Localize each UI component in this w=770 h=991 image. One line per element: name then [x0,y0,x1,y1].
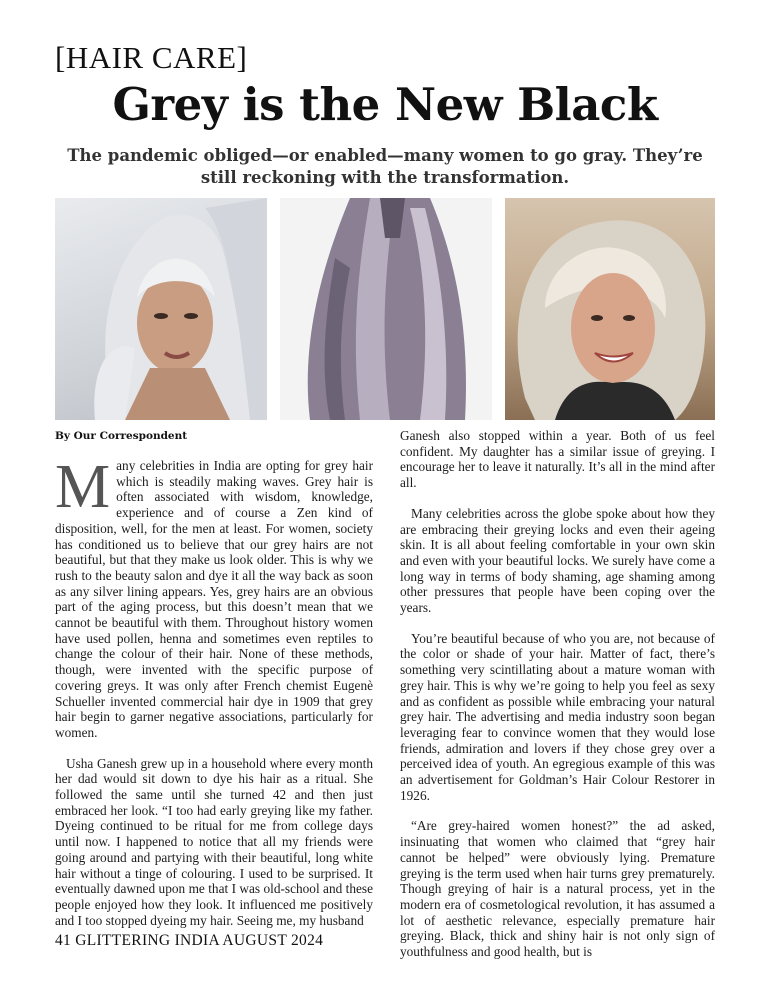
paragraph-intro-text: any celebrities in India are opting for grey hair which is steadily making waves. Grey hair is often associated with wisdom, knowledge, experience and of course a Zen kind of disposition, well, for the men at least. For women, society has conditioned us to believe that our grey hairs are not beautiful, but that they make us look older. This is why we rush to the beauty salon and dye it all the way back as soon as any silver lining appears. Yes, grey hairs are an obvious part of the aging process, but this doesn’t mean that we cannot be beautiful with them. Throughout history women have used pollen, henna and sometimes even reptiles to change the colour of their hair. None of these methods, though, were invented with the specific purpose of covering greys. It was only after French chemist Eugenè Schueller invented commercial hair dye in 1909 that grey hair begin to garner negative associations, particularly for women. [55,458,373,740]
byline: By Our Correspondent [55,430,188,442]
photo-lavender-wavy-hair [280,198,492,420]
paragraph-celebrities: Many celebrities across the globe spoke about how they are embracing their greying locks and even their ageing skin. It is all about feeling comfortable in your own skin and even with your beautiful locks. We surely have come a long way in terms of body shaming, age shaming among other pressures that people have been coping over the years. [400,505,715,616]
article-deck: The pandemic obliged—or enabled—many women to go gray. They’re still reckoning with the transformation. [67,146,703,187]
drop-cap: M [55,453,111,521]
paragraph-usha-ganesh: Usha Ganesh grew up in a household where every month her dad would sit down to dye his hair as a ritual. She followed the same until she turned 42 and then just embraced her look. “I too had early greying like my father. Dyeing continued to be ritual for me from college days until now. I happened to notice that all my friends were going around and partying with their beautiful, long white hair without a tinge of colouring. I used to be surprised. It eventually dawned upon me that I was old-school and these people enjoyed how they look. It influenced me positively and I too stopped dyeing my hair. Seeing me, my husband [55,755,373,928]
paragraph-beautiful: You’re beautiful because of who you are, not because of the color or shade of your hair. Matter of fact, there’s something very scintillating about a mature woman with grey hair. This is why we’re going to help you feel as sexy and as confident as possible while embracing your natural grey hair. The advertising and media industry soon began leveraging fear to convince women that they would lose friends, admiration and lovers if they chose grey over a perceived idea of youth. An egregious example of this was an advertisement for Goldman’s Hair Colour Restorer in 1926. [400,630,715,803]
section-tag: [HAIR CARE] [55,40,248,75]
paragraph-intro [55,453,373,741]
page-footer: 41 GLITTERING INDIA AUGUST 2024 [55,932,324,949]
photo-smiling-grey-curls-woman [505,198,715,420]
photo-silver-ponytail-woman [55,198,267,420]
paragraph-continuation: Ganesh also stopped within a year. Both of us feel confident. My daughter has a similar issue of greying. I encourage her to leave it naturally. It’s all in the mind after all. [400,428,715,491]
article-column-right [400,428,715,975]
article-headline: Grey is the New Black [112,78,658,131]
paragraph-goldman-ad: “Are grey-haired women honest?” the ad asked, insinuating that women who claimed that “grey hair cannot be helped” were obviously lying. Premature greying is the term used when hair turns grey prematurely. Though greying of hair is a natural process, yet in the modern era of cosmetological revolution, it has assumed a lot of aesthetic relevance, especially premature hair greying. Black, thick and shiny hair is not only sign of youthfulness and good health, but is [400,818,715,960]
article-column-left [55,453,373,943]
